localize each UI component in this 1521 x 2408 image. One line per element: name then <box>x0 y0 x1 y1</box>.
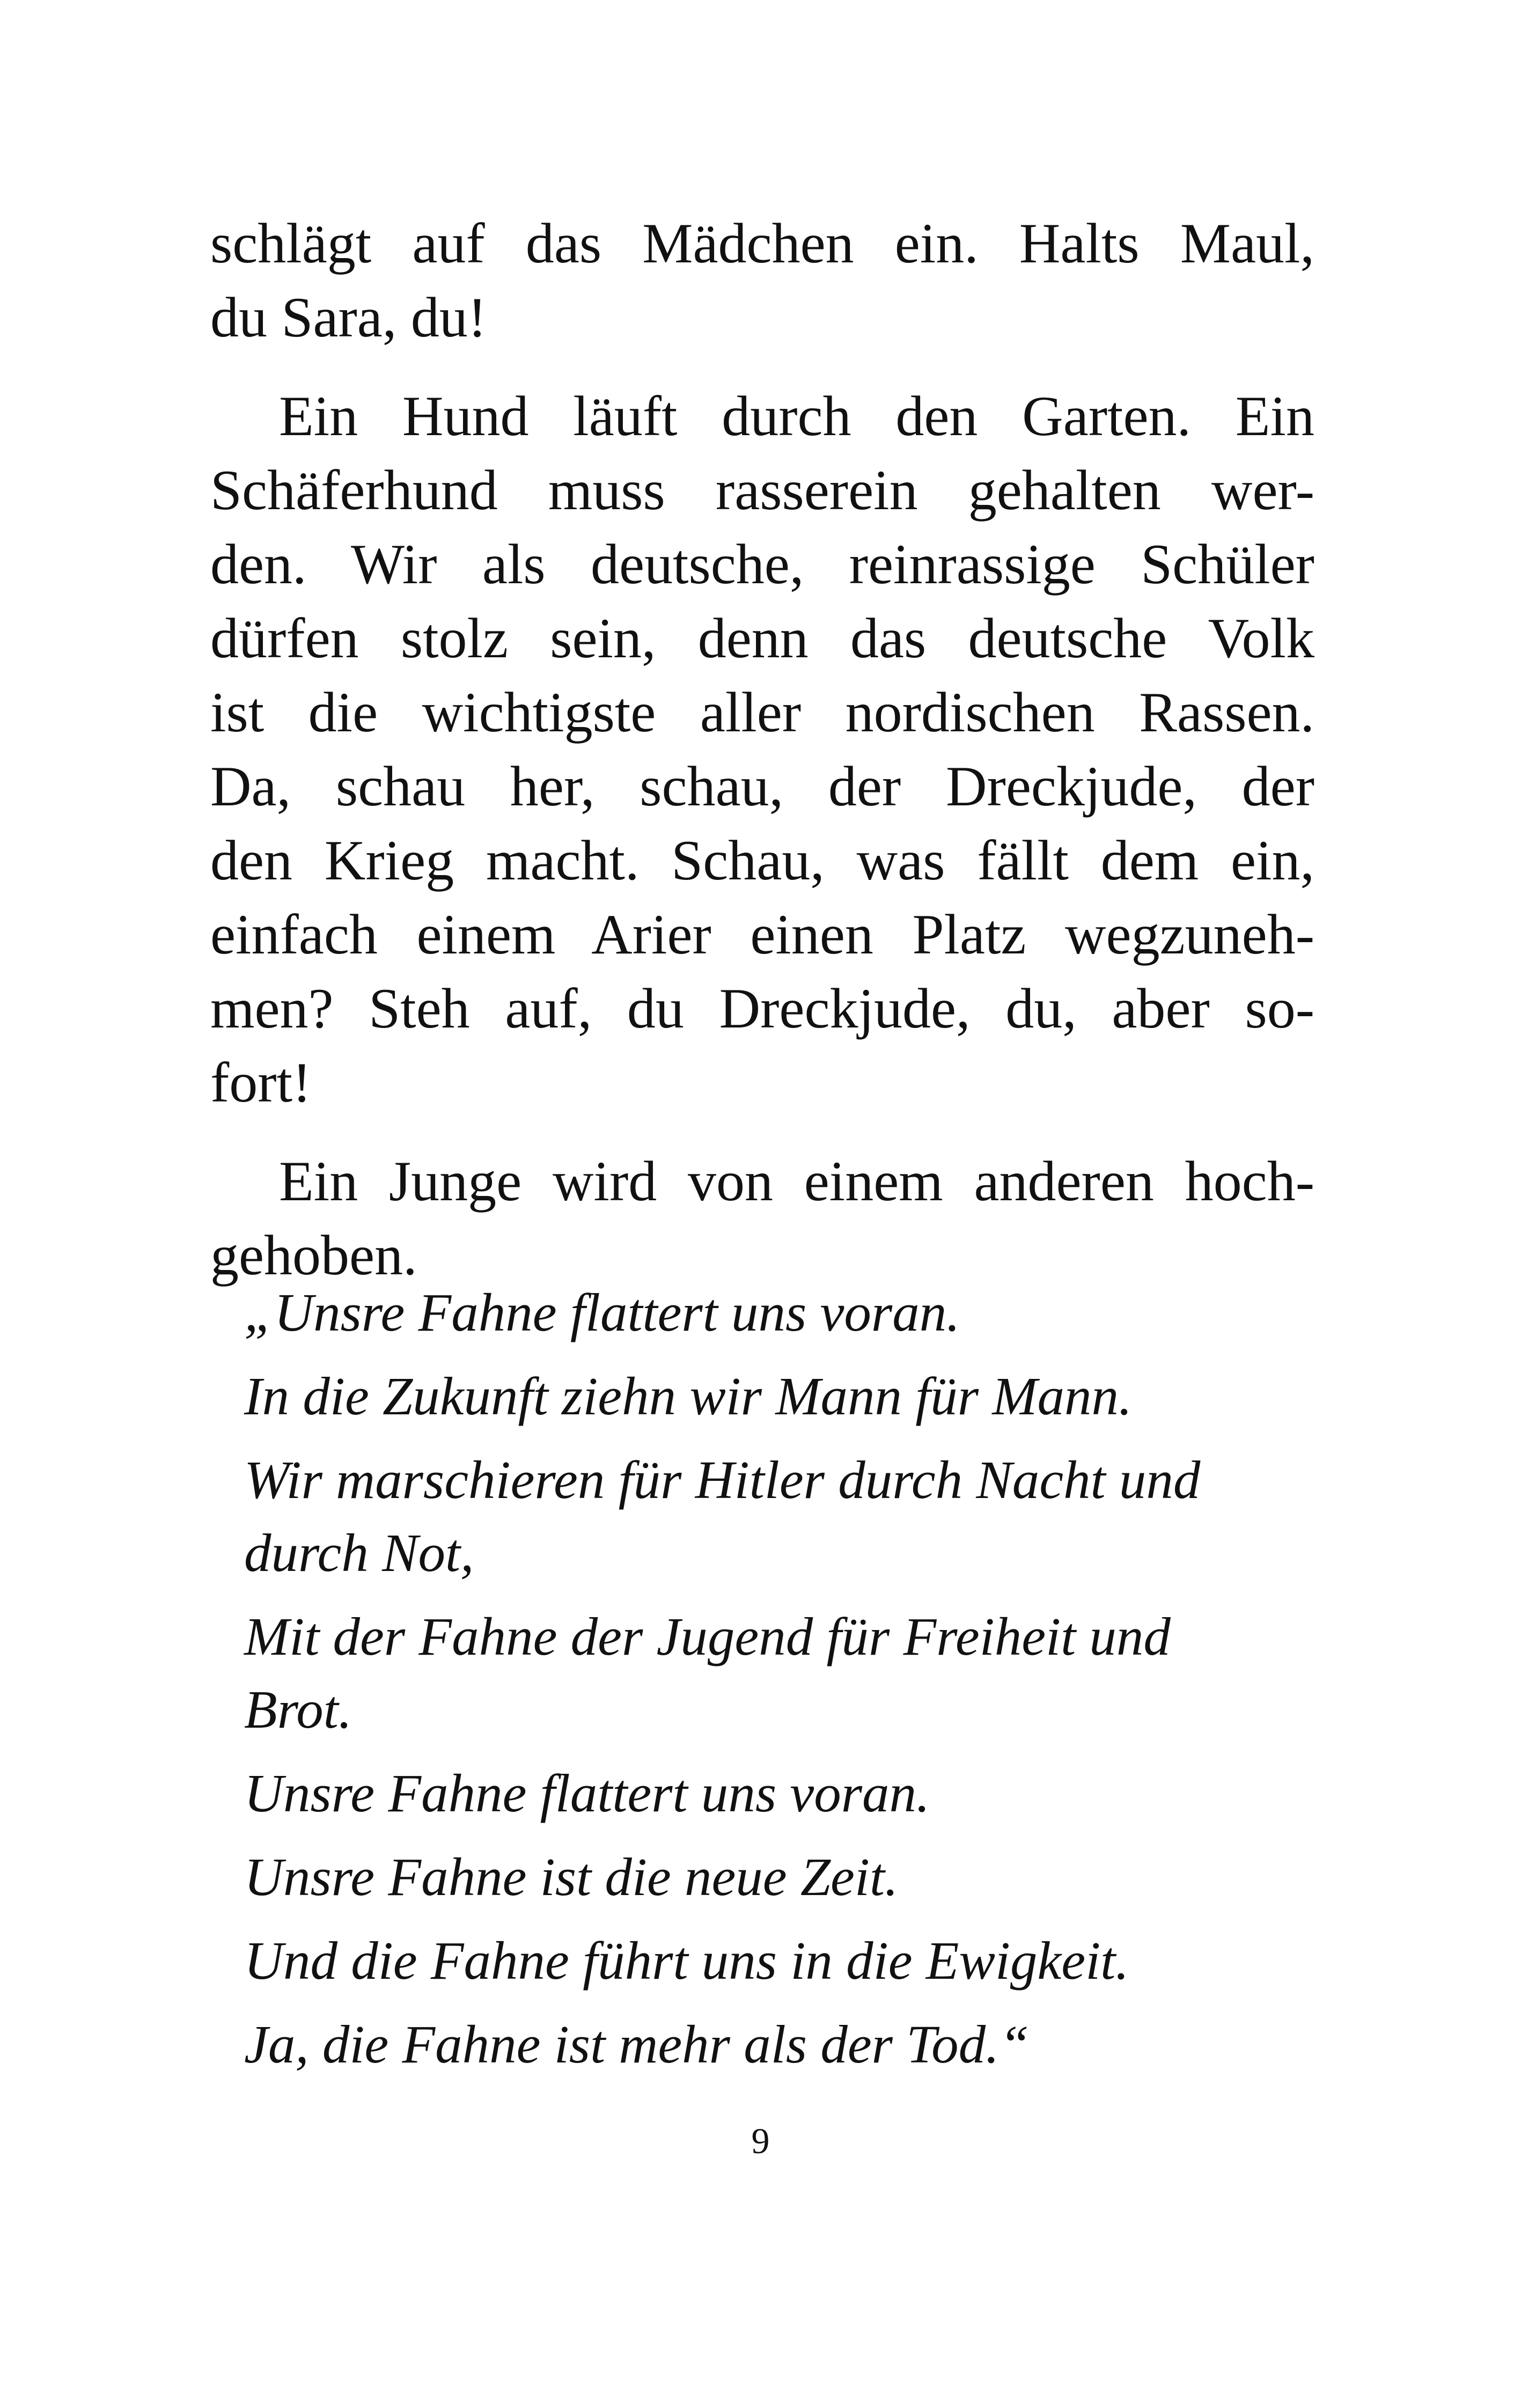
paragraph-3 <box>210 1144 1314 1293</box>
verse-line: Mit der Fahne der Jugend für Freiheit und <box>244 1606 1171 1666</box>
verse-line: In die Zukunft ziehn wir Mann für Mann. <box>244 1366 1133 1426</box>
verse-line: „Unsre Fahne flattert uns voran. <box>244 1282 960 1342</box>
text-line: einfach einem Arier einen Platz wegzuneh- <box>210 903 1314 966</box>
verse-line: Unsre Fahne ist die neue Zeit. <box>244 1847 899 1907</box>
text-line: Ein Hund läuft durch den Garten. Ein <box>279 385 1314 447</box>
text-line: Da, schau her, schau, der Dreckjude, der <box>210 755 1314 818</box>
text-line: ist die wichtigste aller nordischen Rassen. <box>210 681 1314 744</box>
text-line: den. Wir als deutsche, reinrassige Schüler <box>210 533 1314 596</box>
text-line: fort! <box>210 1051 312 1114</box>
prose-text <box>210 207 1314 1293</box>
text-line: du Sara, du! <box>210 286 487 349</box>
text-line: gehoben. <box>210 1224 417 1287</box>
verse-line: Brot. <box>244 1679 352 1739</box>
text-line: Schäferhund muss rasserein gehalten wer- <box>210 459 1314 522</box>
paragraph-2 <box>210 379 1314 1120</box>
page-number: 9 <box>751 2120 770 2161</box>
verse-line: durch Not, <box>244 1523 474 1583</box>
text-line: schlägt auf das Mädchen ein. Halts Maul, <box>210 212 1314 275</box>
text-line: dürfen stolz sein, denn das deutsche Volk <box>210 607 1314 670</box>
verse-line: Unsre Fahne flattert uns voran. <box>244 1763 930 1823</box>
verse-line: Wir marschieren für Hitler durch Nacht und <box>244 1450 1201 1510</box>
song-verse <box>244 1276 1317 2081</box>
verse-line: Und die Fahne führt uns in die Ewigkeit. <box>244 1930 1129 1991</box>
text-line: men? Steh auf, du Dreckjude, du, aber so- <box>210 977 1314 1040</box>
text-line: den Krieg macht. Schau, was fällt dem ein, <box>210 829 1314 892</box>
paragraph-1 <box>210 207 1314 355</box>
verse-line: Ja, die Fahne ist mehr als der Tod.“ <box>244 2014 1030 2074</box>
text-line: Ein Junge wird von einem anderen hoch- <box>279 1150 1314 1213</box>
